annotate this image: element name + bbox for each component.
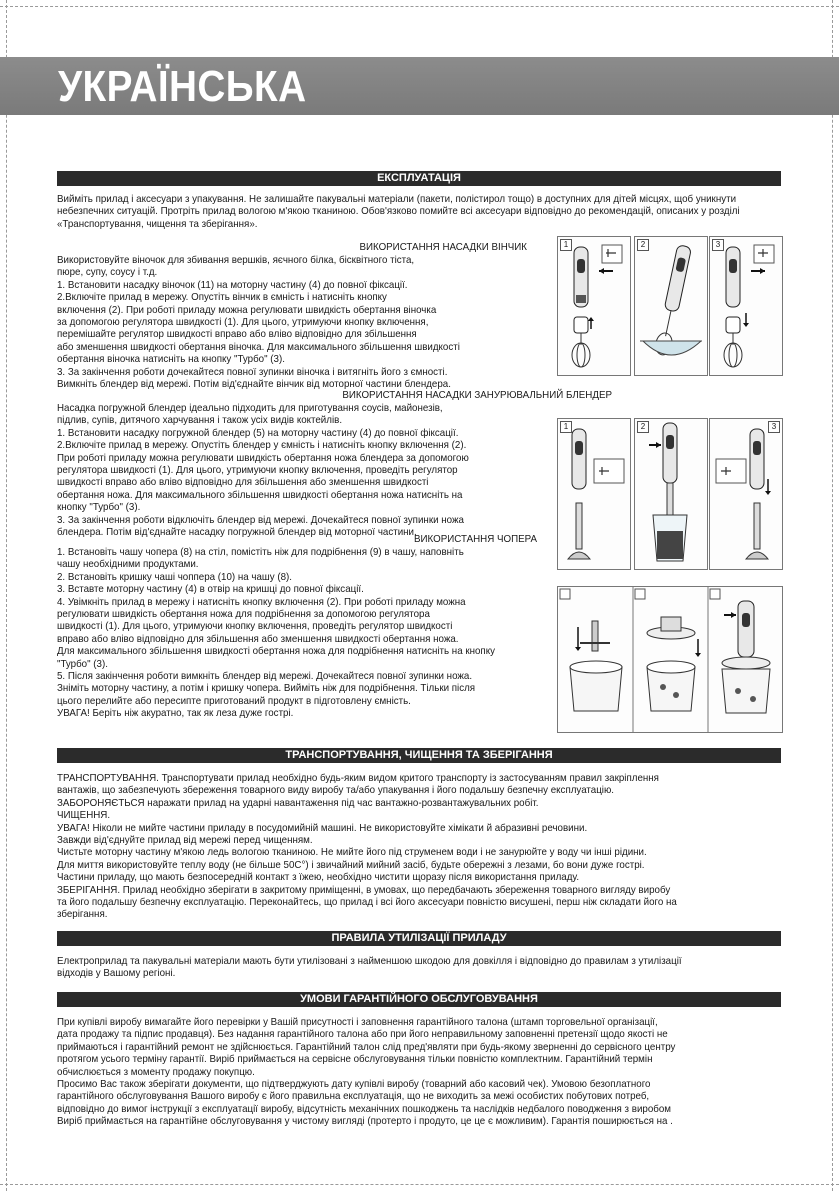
text-line: 3. Вставте моторну частину (4) в отвір на кришці до повної фіксації. — [57, 583, 364, 596]
text-line: Просимо Вас також зберігати документи, що підтверджують дату купівлі виробу (товарний або касовий чек). Умовою безоплатного — [57, 1078, 651, 1091]
blender-figure-1 — [557, 418, 631, 570]
text-line: за допомогою регулятора швидкості (1). Для цього, утримуючи кнопку включення, — [57, 316, 429, 329]
cut-line-left — [6, 0, 7, 1191]
text-line: та його подальшу безпечну експлуатацію. Переконайтесь, що прилад і всі його аксесуари повністю висушені, перш ніж складати його на — [57, 896, 677, 909]
text-line: Використовуйте віночок для збивання вершків, яєчного білка, бісквітного тіста, — [57, 254, 415, 266]
blender-step-3-illustration — [710, 419, 782, 569]
text-line: обертання ножа. Для максимального збільшення швидкості обертання ножа натисніть на — [57, 488, 463, 501]
text-line: відповідно до вимог інструкції з експлуатації виробу, відсутність механічних пошкоджень та наслідків недбалого поводження з виробом — [57, 1102, 672, 1115]
chopper-steps-illustration — [558, 587, 782, 732]
text-line: підлив, супів, дитячого харчування і також усіх видів коктейлів. — [57, 414, 343, 427]
text-line: блендера. Потім від'єднайте насадку погружной блендер від моторної частини. — [57, 526, 417, 539]
text-line: ЗБЕРІГАННЯ. Прилад необхідно зберігати в закритому приміщенні, в умовах, що передбачають збереження товарного вигляду виробу — [57, 883, 671, 896]
text-line: зберігання. — [57, 908, 108, 921]
text-line: регулятора швидкості (1). Для цього, утримуючи кнопку включення, проведіть регулятор — [57, 464, 458, 477]
text-line: 2. Встановіть кришку чаші чоппера (10) на чашу (8). — [57, 570, 293, 583]
exploitation-intro-text: Вийміть прилад і аксесуари з упакування. Не залишайте пакувальні матеріали (пакети, полістирол тощо) в доступних для дітей місцях, щоб уникнути небезпечних ситуацій. Протріть прилад вологою м'якою тканиною. Обов'язково помийте всі аксесуари відповідно до рекомендацій, описаних у розділі «Транспортування, чищення та зберігання». — [57, 193, 740, 230]
blender-figure-2 — [634, 418, 708, 570]
figure-number: 2 — [637, 239, 649, 251]
text-line: Виріб приймається на гарантійне обслуговування у чистому вигляді (протерто і продуто, це це є можливим). Гарантія поширюється на . — [57, 1115, 673, 1128]
blender-step-2-illustration — [635, 419, 707, 569]
whisk-figure-3 — [709, 236, 783, 376]
blender-figure-3 — [709, 418, 783, 570]
text-line: дата продажу та підпис продавця). Без надання гарантійного талона або при його неправильному заповненні претензії щодо якості не — [57, 1028, 668, 1041]
disposal-text — [57, 955, 792, 980]
text-line: ТРАНСПОРТУВАННЯ. Транспортувати прилад необхідно будь-яким видом критого транспорту із застосуванням правил закріплення — [57, 772, 659, 784]
whisk-step-3-illustration — [710, 237, 782, 375]
section-heading-exploitation: ЕКСПЛУАТАЦІЯ — [57, 171, 781, 186]
whisk-heading: ВИКОРИСТАННЯ НАСАДКИ ВІНЧИК — [359, 241, 527, 253]
text-line: ЧИЩЕННЯ. — [57, 809, 111, 822]
whisk-step-1-illustration — [558, 237, 630, 375]
text-line: Для миття використовуйте теплу воду (не більше 50C°) і звичайний мийний засіб, будьте обережні з лезами, бо вони дуже гострі. — [57, 858, 645, 871]
whisk-figure-2 — [634, 236, 708, 376]
text-line: гарантійного обслуговування Вашого виробу є його правильна експлуатація, що не виходить за межі особистих побутових потреб, — [57, 1090, 650, 1103]
text-line: перемішайте регулятор швидкості вправо або вліво відповідно для збільшення — [57, 328, 417, 341]
whisk-step-2-illustration — [635, 237, 707, 375]
exploitation-intro — [57, 193, 782, 230]
text-line: При роботі приладу можна регулювати швидкість обертання ножа блендера за допомогою — [57, 451, 469, 464]
text-line: Вимкніть блендер від мережі. Потім від'єднайте вінчик від моторної частини блендера. — [57, 378, 451, 391]
text-line: Електроприлад та пакувальні матеріали мають бути утилізовані з найменшою шкодою для довкілля і відповідно до правилам з утилізації — [57, 955, 682, 967]
text-line: включення (2). При роботі приладу можна регулювати швидкість обертання віночка — [57, 303, 437, 316]
text-line: 2.Включіте прилад в мережу. Опустіть блендер у ємність і натисніть кнопку включення (2). — [57, 439, 467, 452]
text-line: чашу необхідними продуктами. — [57, 558, 199, 571]
cut-line-right — [832, 0, 833, 1191]
text-line: Зніміть моторну частину, а потім і кришку чопера. Вийміть ніж для подрібнення. Тільки після — [57, 682, 476, 695]
figure-number: 1 — [560, 421, 572, 433]
text-line: 4. Увімкніть прилад в мережу і натисніть кнопку включення (2). При роботі приладу можна — [57, 595, 466, 608]
text-line: 3. За закінчення роботи відключіть блендер від мережі. Дочекайтеся повної зупинки ножа — [57, 513, 464, 526]
text-line: обчислюється з моменту продажу покупцю. — [57, 1065, 255, 1078]
text-line: швидкості (1). Для цього, утримуючи кнопку включення, проведіть регулятор швидкості — [57, 620, 453, 633]
transport-text — [57, 772, 792, 921]
text-line: 1. Встановити насадку віночок (11) на моторну частину (4) до повної фіксації. — [57, 278, 408, 291]
text-line: протягом усього терміну гарантії. Виріб приймається на сервісне обслуговування тільки повністю комплектним. Гарантійний термін — [57, 1053, 653, 1066]
text-line: 1. Встановити насадку погружной блендер (5) на моторну частину (4) до повної фіксації. — [57, 426, 459, 439]
text-line: 5. Після закінчення роботи вимкніть блендер від мережі. Дочекайтеся повної зупинки ножа. — [57, 670, 473, 683]
text-line: ЗАБОРОНЯЄТЬСЯ наражати прилад на ударні навантаження під час вантажно-розвантажувальних робіт. — [57, 796, 539, 809]
text-line: УВАГА! Беріть ніж акуратно, так як леза дуже гострі. — [57, 707, 294, 720]
text-line: вправо або вліво відповідно для збільшення або зменшення швидкості обертання ножа. — [57, 632, 459, 645]
language-title: УКРАЇНСЬКА — [58, 62, 307, 111]
text-line: вантажів, що забезпечують збереження товарного виду виробу та/або упакування і його подальшу безпечну експлуатацію. — [57, 784, 615, 797]
blender-step-1-illustration — [558, 419, 630, 569]
text-line: або зменшення швидкості обертання віночка. Для максимального збільшення швидкості — [57, 340, 460, 353]
text-line: відходів у Вашому регіоні. — [57, 967, 176, 980]
text-line: При купівлі виробу вимагайте його перевірки у Вашій присутності і заповнення гарантійного талона (штамп торговельної організації, — [57, 1016, 658, 1028]
text-line: Завжди від'єднуйте прилад від мережі перед чищенням. — [57, 834, 313, 847]
section-heading-disposal: ПРАВИЛА УТИЛІЗАЦІЇ ПРИЛАДУ — [57, 931, 781, 946]
text-line: цього перелийте або пересипте приготований продукт в підготовлену ємність. — [57, 694, 411, 707]
text-line: пюре, супу, соусу і т.д. — [57, 266, 158, 279]
text-line: 3. За закінчення роботи дочекайтеся повної зупинки віночка і витягніть його з ємності. — [57, 365, 448, 378]
section-heading-warranty: УМОВИ ГАРАНТІЙНОГО ОБСЛУГОВУВАННЯ — [57, 992, 781, 1007]
text-line: Насадка погружной блендер ідеально підходить для приготування соусів, майонезів, — [57, 402, 443, 414]
cut-line-top — [0, 6, 839, 7]
text-line: регулювати швидкість обертання ножа для подрібнення за допомогою регулятора — [57, 608, 430, 621]
text-line: УВАГА! Ніколи не мийте частини приладу в посудомийній машині. Не використовуйте хімікати й абразивні речовини. — [57, 821, 588, 834]
text-line: Частини приладу, що мають безпосередній контакт з їжею, необхідно чистити щоразу після використання приладу. — [57, 871, 580, 884]
text-line: приймаються і гарантійний ремонт не здійснюється. Гарантійний талон слід пред'являти при будь-якому зверненні до сервісного центру — [57, 1040, 676, 1053]
text-line: кнопку "Турбо" (3). — [57, 501, 141, 514]
figure-number: 3 — [768, 421, 780, 433]
section-heading-transport: ТРАНСПОРТУВАННЯ, ЧИЩЕННЯ ТА ЗБЕРІГАННЯ — [57, 748, 781, 763]
chopper-figures — [557, 586, 783, 733]
text-line: швидкості вправо або вліво відповідно для збільшення або зменшення швидкості — [57, 476, 429, 489]
chopper-heading: ВИКОРИСТАННЯ ЧОПЕРА — [413, 533, 537, 545]
warranty-text — [57, 1016, 792, 1128]
figure-number: 3 — [712, 239, 724, 251]
cut-line-bottom — [0, 1184, 839, 1185]
blender-heading: ВИКОРИСТАННЯ НАСАДКИ ЗАНУРЮВАЛЬНИЙ БЛЕНДЕР — [342, 389, 612, 401]
chopper-text — [57, 546, 550, 720]
text-line: "Турбо" (3). — [57, 657, 108, 670]
whisk-text — [57, 254, 550, 390]
text-line: Чистьте моторну частину м'якою ледь вологою тканиною. Не мийте його під струменем води і не занурюйте у воду чи інші рідини. — [57, 846, 647, 859]
text-line: Для максимального збільшення швидкості обертання ножа для подрібнення натисніть на кнопку — [57, 645, 495, 658]
text-line: 2.Включіте прилад в мережу. Опустіть вінчик в ємність і натисніть кнопку — [57, 291, 387, 304]
text-line: 1. Встановіть чашу чопера (8) на стіл, помістіть ніж для подрібнення (9) в чашу, наповніть — [57, 546, 464, 558]
figure-number: 1 — [560, 239, 572, 251]
blender-text — [57, 402, 550, 538]
text-line: обертання віночка натисніть на кнопку "Турбо" (3). — [57, 353, 285, 366]
whisk-figure-1 — [557, 236, 631, 376]
figure-number: 2 — [637, 421, 649, 433]
